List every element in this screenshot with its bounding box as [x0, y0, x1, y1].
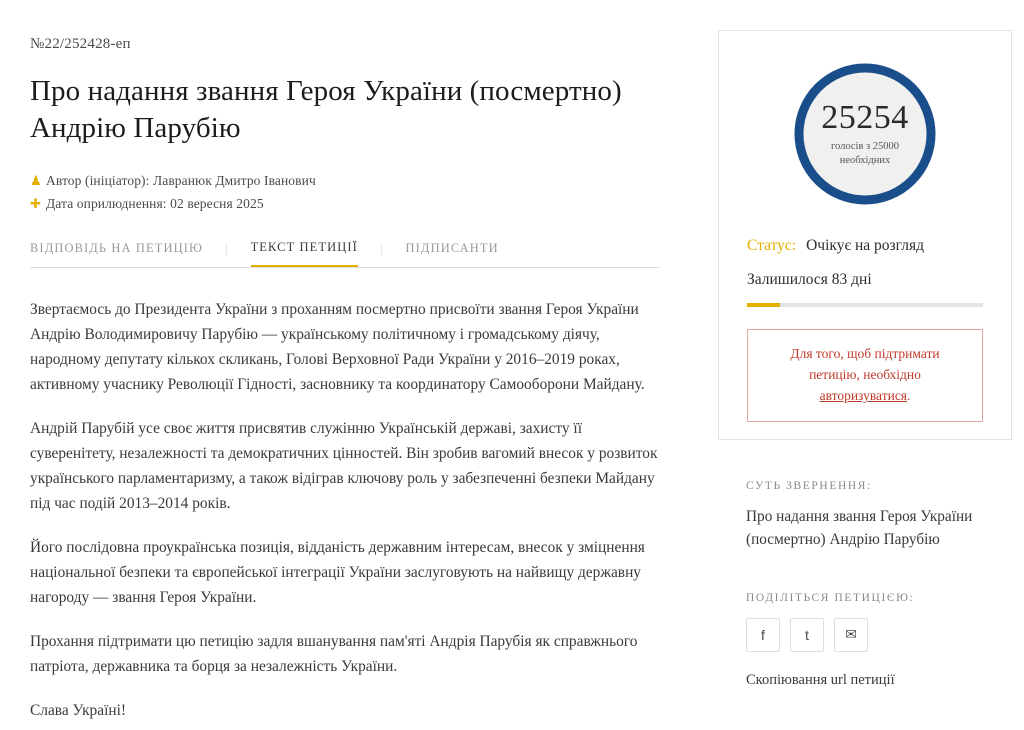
tab-signatories[interactable]: ПІДПИСАНТИ: [405, 241, 499, 256]
time-progress-fill: [747, 303, 780, 307]
petition-tabs: [30, 240, 660, 268]
petition-date-row: [30, 196, 656, 212]
share-heading: ПОДІЛІТЬСЯ ПЕТИЦІЄЮ:: [746, 591, 915, 604]
status-badge: Очікує на розгляд: [806, 237, 924, 254]
petition-number: №22/252428-еп: [30, 36, 131, 52]
tab-petition-text[interactable]: ТЕКСТ ПЕТИЦІЇ: [251, 240, 358, 267]
vote-sub-line2: необхідних: [839, 154, 891, 166]
copy-url-button[interactable]: Скопіювання url петиції: [746, 671, 895, 688]
authorize-link[interactable]: авторизуватися: [819, 387, 908, 403]
email-icon[interactable]: ✉: [834, 618, 868, 652]
essence-text: Про надання звання Героя України (посмертно) Андрію Парубію: [746, 508, 973, 548]
user-icon: ♟: [30, 173, 42, 189]
tab-response[interactable]: ВІДПОВІДЬ НА ПЕТИЦІЮ: [30, 241, 203, 256]
gauge-center: [790, 59, 940, 209]
twitter-icon[interactable]: t: [790, 618, 824, 652]
petition-paragraph: Його послідовна проукраїнська позиція, відданість державним інтересам, внесок у зміцнення національної безпеки та європейської інтеграції України заслуговують на найвищу державну нагороду — звання Героя України.: [30, 538, 645, 606]
vote-card: [718, 30, 1012, 440]
petition-date: Дата оприлюднення: 02 вересня 2025: [46, 196, 264, 212]
tab-divider: |: [224, 241, 229, 256]
auth-notice-suffix: .: [907, 387, 911, 403]
essence-section: [706, 480, 1024, 552]
petition-paragraph: Андрій Парубій усе своє життя присвятив служінню Українській державі, захисту її суверенітету, незалежності та демократичних цінностей. Він зробив вагомий внесок у розвиток українського парламентаризму, а також відіграв ключову роль у забезпеченні безпеки Майдану під час подій 2013–2014 років.: [30, 420, 658, 512]
time-progress-track: [747, 303, 983, 307]
petition-paragraph: Звертаємось до Президента України з проханням посмертно присвоїти звання Героя України Андрію Володимировичу Парубію — українському політичному і громадському діячу, народному депутату кількох скликань, Голові Верховної Ради України у 2016–2019 роках, активному учаснику Революції Гідності, засновнику та координатору Самооборони Майдану.: [30, 301, 645, 394]
vote-gauge-wrapper: [747, 59, 983, 209]
days-left: Залишилося 83 дні: [747, 271, 872, 288]
facebook-icon[interactable]: f: [746, 618, 780, 652]
essence-heading: СУТЬ ЗВЕРНЕННЯ:: [746, 480, 872, 492]
vote-sub-line1: голосів з 25000: [830, 141, 900, 153]
petition-author-row: [30, 173, 656, 189]
auth-required-notice: [747, 329, 983, 422]
status-row: [747, 237, 983, 255]
share-buttons: [746, 618, 984, 652]
vote-sub: [831, 140, 899, 166]
tab-divider: |: [379, 241, 384, 256]
petition-body: [30, 298, 662, 723]
petition-paragraph: Прохання підтримати цю петицію задля вшанування пам'яті Андрія Парубія як справжнього патріота, державника та борця за незалежність України.: [30, 632, 638, 675]
page-title: Про надання звання Героя України (посмертно) Андрію Парубію: [30, 75, 622, 145]
calendar-icon: ✚: [30, 196, 41, 212]
share-section: [706, 592, 1024, 689]
petition-paragraph: Слава Україні!: [30, 701, 126, 719]
petition-sidebar: [706, 0, 1024, 730]
auth-notice-line1: Для того, щоб підтримати: [790, 346, 940, 361]
auth-notice-line2: петицію, необхідно: [809, 366, 921, 382]
petition-author: Автор (ініціатор): Лавранюк Дмитро Іванович: [46, 173, 316, 189]
vote-count: 25254: [821, 99, 909, 137]
vote-gauge: [790, 59, 940, 209]
status-label: Статус:: [747, 237, 797, 254]
